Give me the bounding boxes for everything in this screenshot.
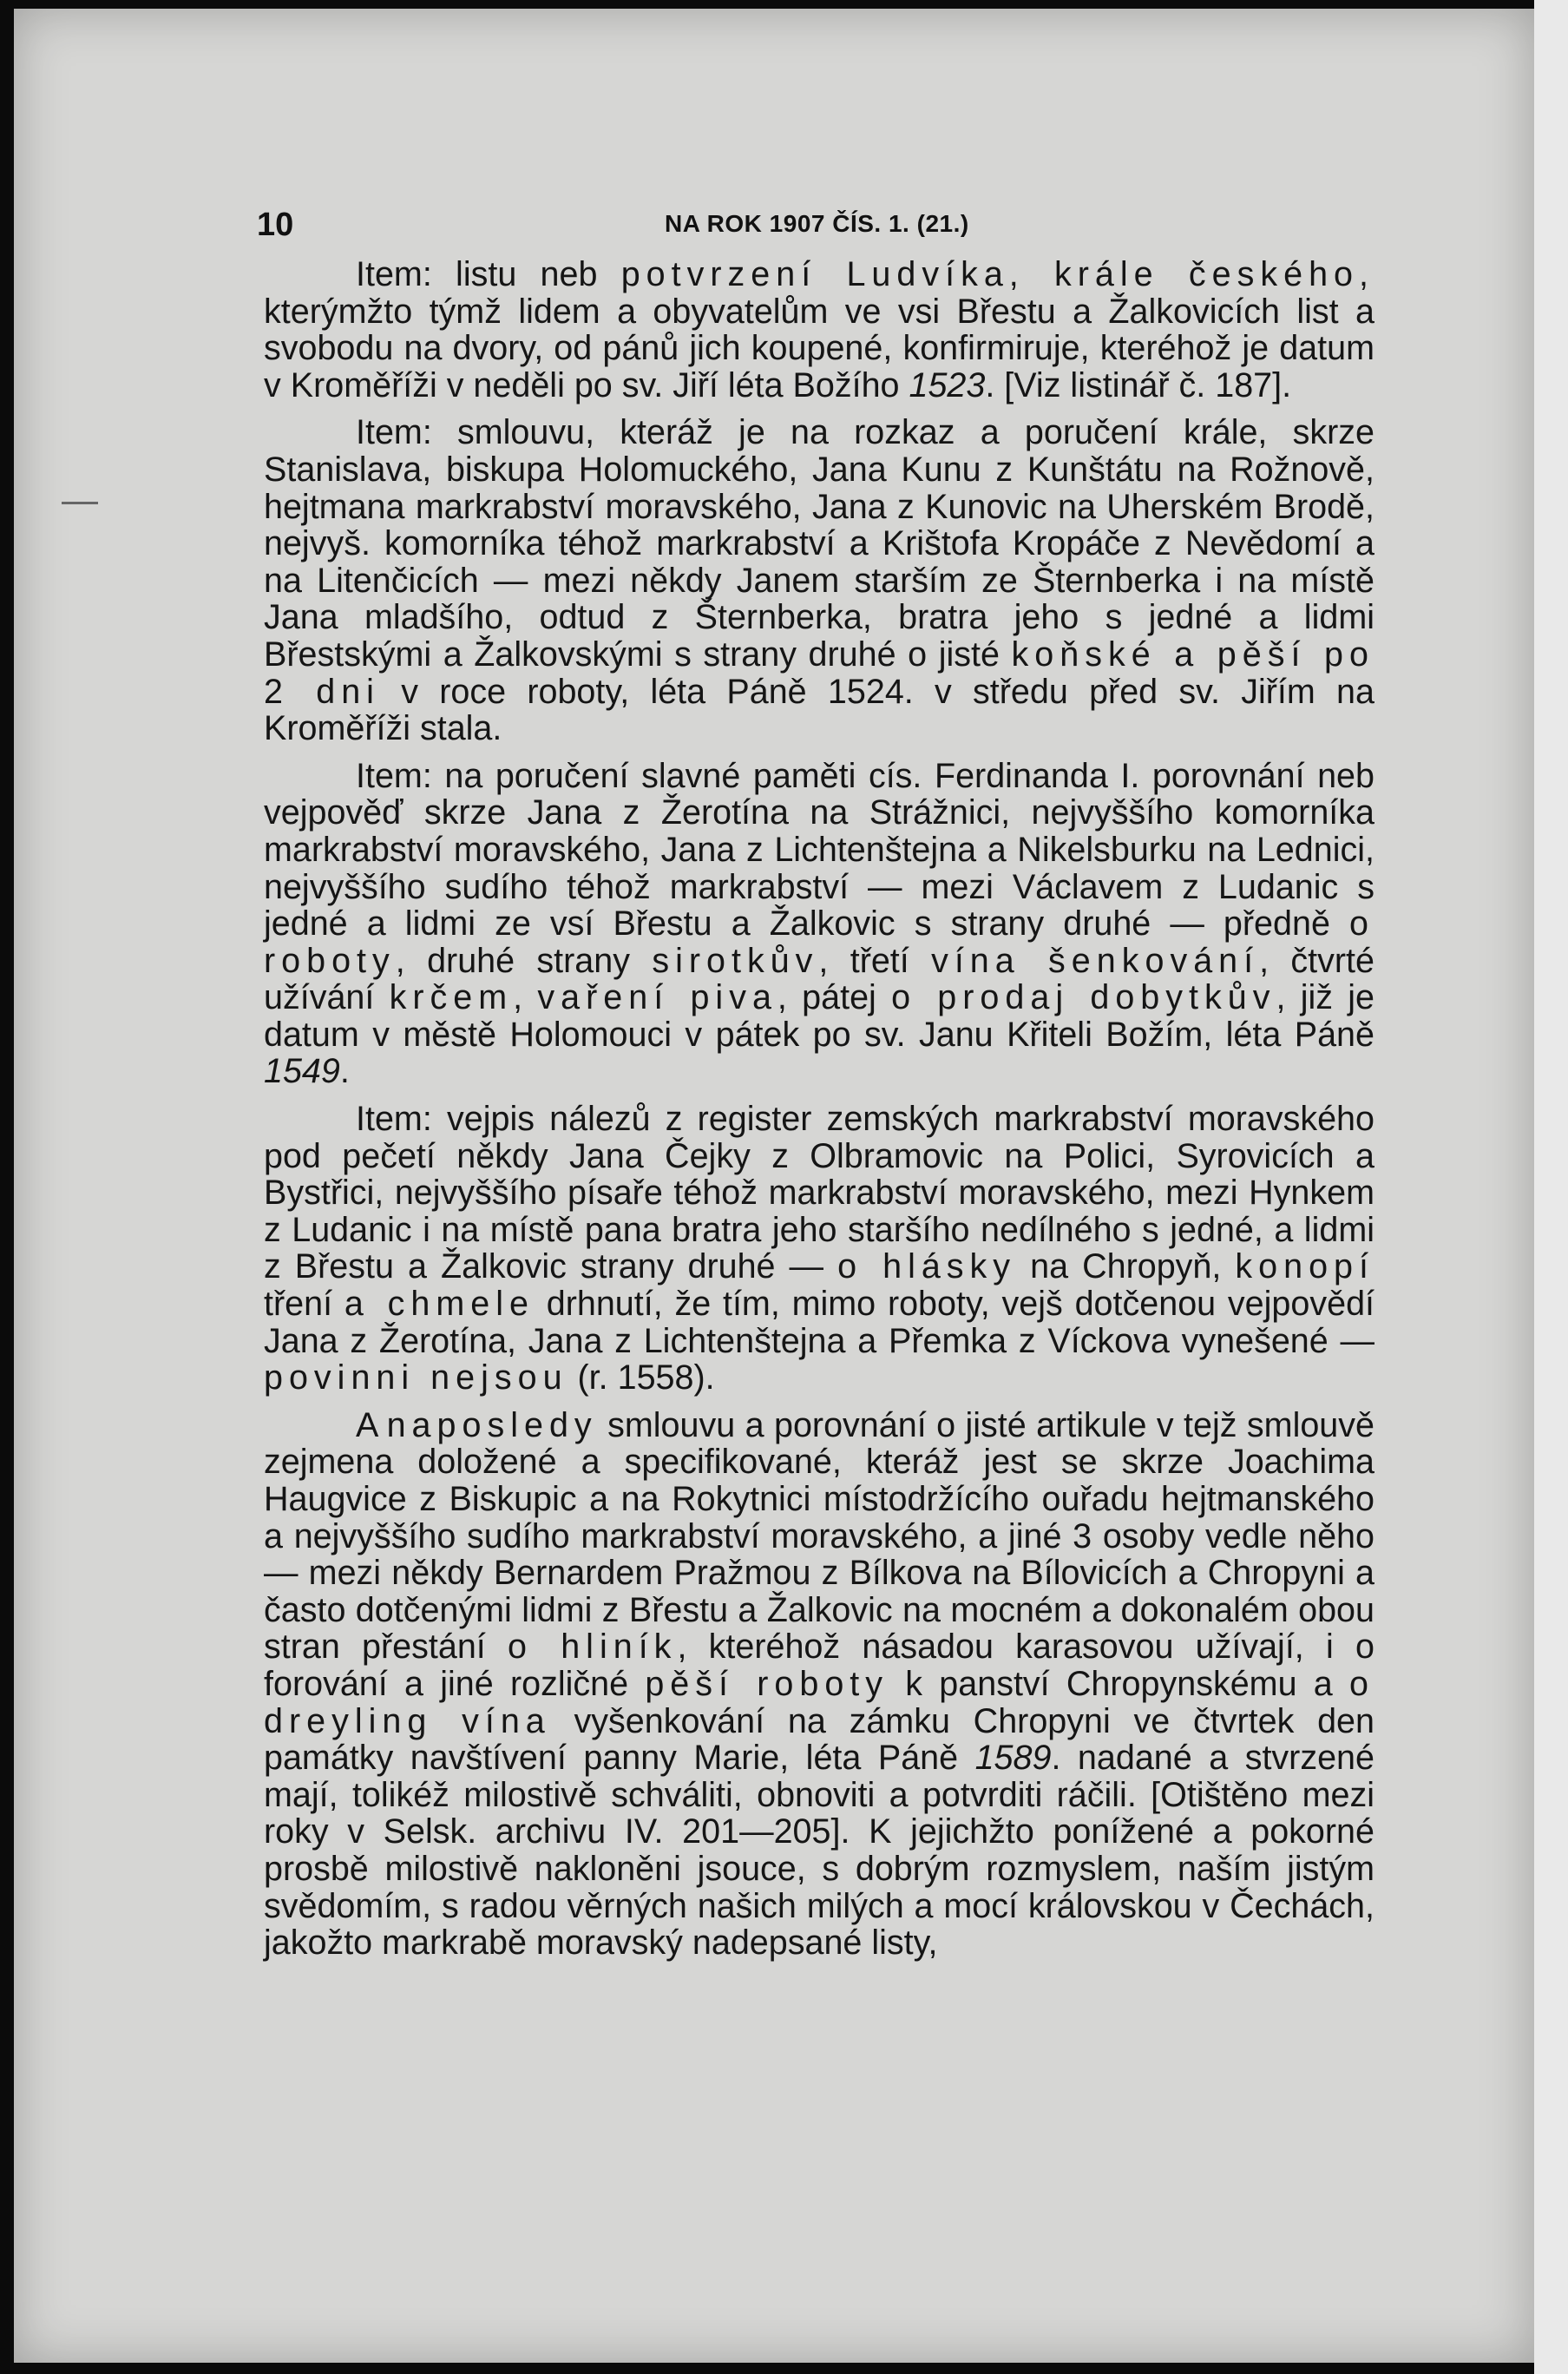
spaced-emphasis: vína šenkování: [931, 941, 1260, 980]
spaced-emphasis: o prodaj dobytkův: [891, 978, 1276, 1017]
text-run: , třetí: [818, 941, 932, 980]
spaced-emphasis: pěší roboty: [645, 1664, 889, 1703]
text-run: . nadané a stvrzené mají, tolikéž milostivě schváliti, obnoviti a potvrditi ráčili. [Otištěno mezi roky v Selsk. archivu IV. 201—205]. K jejichžto ponížené a pokorné prosbě milostivě nakloněni jsouce, s dobrým rozmyslem, naším jistým svědomím, s radou věrných našich milých a mocí královskou v Čechách, jakožto markrabě moravský nadepsané listy,: [264, 1739, 1374, 1963]
text-run: Item: smlouvu, kteráž je na rozkaz a poručení krále, skrze Stanislava, biskupa Holomuckého, Jana Kunu z Kunštátu na Rožnově, hejtmana markrabství moravského, Jana z Kunovic na Uherském Brodě, nejvyš. komorníka téhož markrabství a Krištofa Kropáče z Nevědomí a na Litenčicích — mezi někdy Janem starším ze Šternberka i na místě Jana mladšího, odtud z Šternberka, bratra jeho s jedné a lidmi Břestskými a Žalkovskými s strany druhé o jisté: [264, 413, 1374, 674]
text-run: k panství Chropynskému a: [889, 1664, 1350, 1703]
text-run: smlouvu a porovnání o jisté artikule v tejž smlouvě zejmena doložené a specifikované, kteráž jest se skrze Joachima Haugvice z Biskupic a na Rokytnici místodržícího ouřadu hejtmanského a nejvyššího sudího markrabství moravského, a jiné 3 osoby vedle něho — mezi někdy Bernardem Pražmou z Bílkova na Bílovicích a Chropyni a často dotčenými lidmi z Břestu a Žalkovic na mocném a dokonalém obou stran přestání: [264, 1405, 1374, 1667]
page-number: 10: [257, 207, 294, 243]
spaced-emphasis: naposledy: [386, 1405, 598, 1444]
spaced-emphasis: o roboty: [264, 904, 1374, 980]
year-italic: 1523: [909, 365, 986, 404]
scan-right-edge: [1534, 0, 1568, 2374]
spaced-emphasis: povinni nejsou: [264, 1358, 568, 1397]
text-run: na Chropyň,: [1016, 1247, 1236, 1286]
text-run: , čtvrté užívání: [264, 941, 1374, 1017]
spaced-emphasis: a chmele: [344, 1285, 535, 1324]
paragraph-2: [264, 414, 1374, 746]
text-run: . [Viz listinář č. 187].: [985, 365, 1292, 404]
text-run: , již je datum v městě Holomouci v pátek po sv. Janu Křiteli Božím, léta Páně: [264, 978, 1375, 1054]
body-text: [264, 256, 1374, 1972]
text-run: Item: listu neb: [356, 255, 621, 293]
text-run: drhnutí, že tím, mimo roboty, vejš dotčenou vejpovědí Jana z Žerotína, Jana z Lichtenštejna a Přemka z Víckova vynešené —: [264, 1285, 1375, 1360]
paragraph-4: [264, 1101, 1374, 1397]
text-run: , kteréhož násadou karasovou užívají, i o forování a jiné rozličné: [264, 1628, 1374, 1703]
spaced-emphasis: koňské a pěší po 2 dni: [264, 635, 1374, 711]
spaced-emphasis: krčem: [389, 978, 514, 1017]
spaced-emphasis: potvrzení Ludvíka, krále českého,: [620, 255, 1374, 293]
paragraph-1: [264, 256, 1374, 404]
text-run: tření: [264, 1285, 344, 1324]
year-italic: 1589: [974, 1739, 1052, 1778]
text-run: Item: vejpis nálezů z register zemských markrabství moravského pod pečetí někdy Jana Čejky z Olbramovic na Polici, Syrovicích a Bystřici, nejvyššího písaře téhož markrabství moravského, mezi Hynkem z Ludanic i na místě pana bratra jeho staršího nedílného s jedné, a lidmi z Břestu a Žalkovic strany druhé —: [264, 1100, 1374, 1286]
margin-mark: [62, 502, 98, 504]
text-run: .: [339, 1052, 350, 1091]
text-run: v roce roboty, léta Páně 1524. v středu před sv. Jiřím na Kroměříži stala.: [264, 672, 1374, 748]
text-run: Item: na poručení slavné paměti cís. Ferdinanda I. porovnání neb vejpověď skrze Jana z Žerotína na Strážnici, nejvyššího komorníka markrabství moravského, Jana z Lichtenštejna a Nikelsburku na Lednici, nejvyššího sudího téhož markrabství — mezi Václavem z Ludanic s jedné a lidmi ze vsí Břestu a Žalkovic s strany druhé — předně: [264, 756, 1374, 944]
book-page: [14, 9, 1534, 2363]
text-run: (r. 1558).: [567, 1358, 715, 1397]
year-italic: 1549: [264, 1052, 340, 1091]
spaced-emphasis: sirotkův: [652, 941, 819, 980]
spaced-emphasis: konopí: [1235, 1247, 1374, 1286]
text-run: vyšenkování na zámku Chropyni ve čtvrtek den památky navštívení panny Marie, léta Páně: [264, 1701, 1374, 1778]
text-run: , pátej: [777, 978, 892, 1017]
text-run: , druhé strany: [395, 941, 653, 980]
text-run: ,: [513, 978, 538, 1017]
spaced-emphasis: o hliník: [508, 1628, 678, 1667]
spaced-emphasis: o hlásky: [837, 1247, 1017, 1286]
running-head: NA ROK 1907 ČÍS. 1. (21.): [665, 210, 969, 237]
text-run: A: [356, 1405, 387, 1444]
spaced-emphasis: o dreyling vína: [264, 1664, 1374, 1740]
paragraph-5: [264, 1407, 1374, 1962]
paragraph-3: [264, 758, 1374, 1090]
spaced-emphasis: vaření piva: [537, 978, 777, 1017]
page-header: [14, 201, 1534, 253]
text-run: kterýmžto týmž lidem a obyvatelům ve vsi Břestu a Žalkovicích list a svobodu na dvory, od pánů jich koupené, konfirmiruje, kteréhož je datum v Kroměříži v neděli po sv. Jiří léta Božího: [264, 292, 1374, 404]
